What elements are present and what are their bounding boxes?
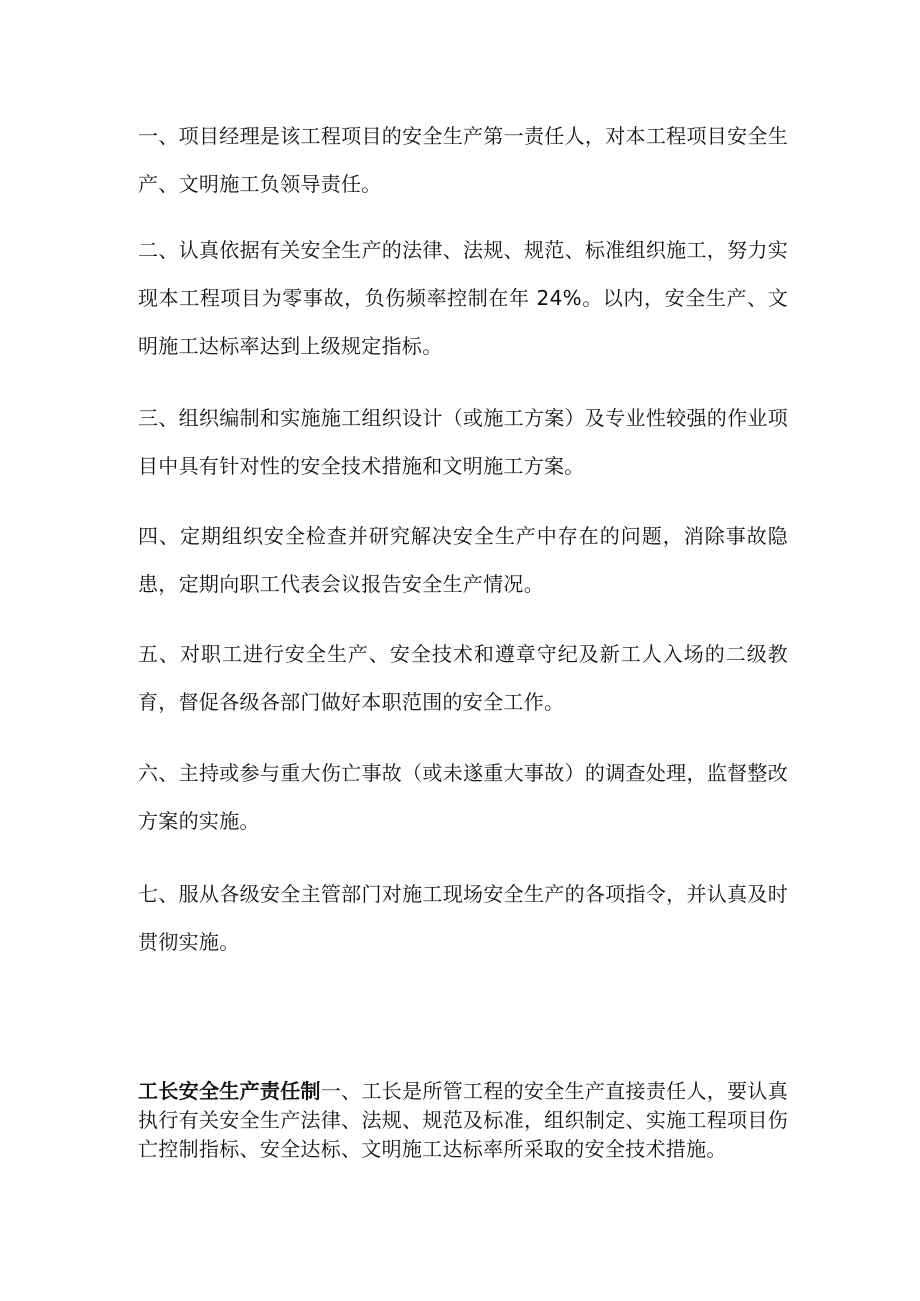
paragraph-1: 一、项目经理是该工程项目的安全生产第一责任人，对本工程项目安全生产、文明施工负领导责任。 [138,124,788,196]
paragraph-7: 七、服从各级安全主管部门对施工现场安全生产的各项指令，并认真及时贯彻实施。 [138,882,788,954]
foreman-section [138,1077,788,1164]
paragraph-5: 五、对职工进行安全生产、安全技术和遵章守纪及新工人入场的二级教育，督促各级各部门做好本职范围的安全工作。 [138,642,788,714]
paragraph-2: 二、认真依据有关安全生产的法律、法规、规范、标准组织施工，努力实现本工程项目为零事故，负伤频率控制在年 24%。以内，安全生产、文明施工达标率达到上级规定指标。 [138,238,788,358]
section-body: 一、工长是所管工程的安全生产直接责任人，要认真执行有关安全生产法律、法规、规范及标准，组织制定、实施工程项目伤亡控制指标、安全达标、文明施工达标率所采取的安全技术措施。 [138,1079,789,1161]
paragraph-6: 六、主持或参与重大伤亡事故（或未遂重大事故）的调查处理，监督整改方案的实施。 [138,761,788,833]
paragraph-4: 四、定期组织安全检查并研究解决安全生产中存在的问题，消除事故隐患，定期向职工代表会议报告安全生产情况。 [138,524,788,596]
section-heading: 工长安全生产责任制 [138,1079,321,1103]
paragraph-3: 三、组织编制和实施施工组织设计（或施工方案）及专业性较强的作业项目中具有针对性的安全技术措施和文明施工方案。 [138,406,788,478]
